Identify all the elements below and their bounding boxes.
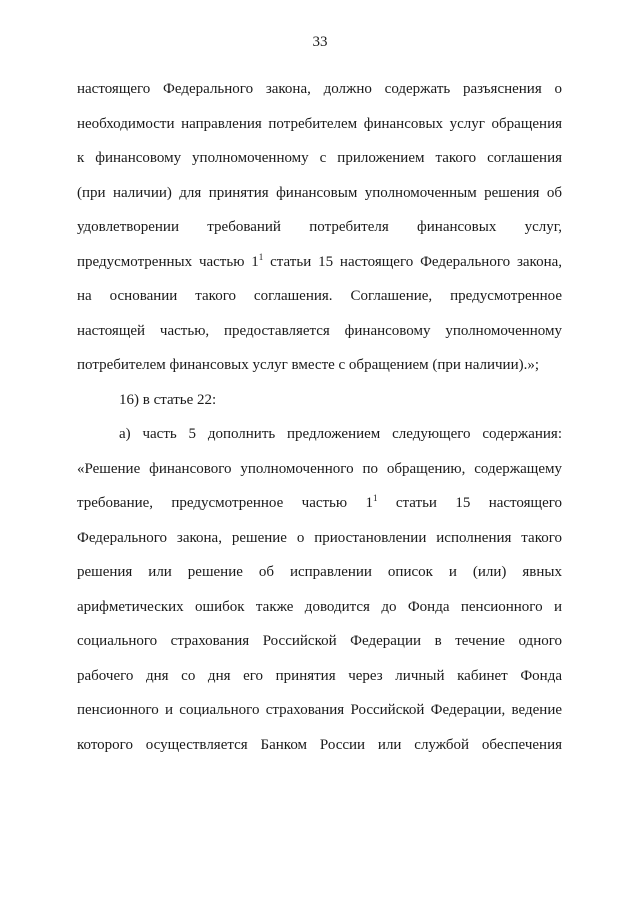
text-line: [77, 107, 562, 142]
text-run: а) часть 5 дополнить предложением следующего содержания:: [119, 426, 562, 442]
text-line: [77, 417, 562, 452]
text-run: арифметических ошибок также доводится до Фонда пенсионного и: [77, 598, 562, 615]
text-line: [77, 486, 562, 521]
text-line: [77, 348, 562, 383]
text-line: [77, 555, 562, 590]
text-line: [77, 141, 562, 176]
superscript-index: 1: [372, 493, 378, 503]
text-run: 16) в статье 22:: [119, 391, 217, 408]
text-line: [77, 693, 562, 728]
text-line: [77, 314, 562, 349]
text-run: требование, предусмотренное частью 1: [77, 495, 373, 511]
text-run: предусмотренных частью 1: [77, 253, 259, 270]
text-run: удовлетворении требований потребителя финансовых услуг,: [77, 219, 562, 235]
page-number: 33: [312, 34, 328, 50]
text-line: [77, 590, 562, 625]
text-line: [77, 383, 562, 418]
text-run: «Решение финансового уполномоченного по обращению, содержащему: [77, 460, 562, 477]
text-line: [77, 279, 562, 314]
document-body: [77, 72, 562, 762]
text-line: [77, 728, 562, 763]
text-line: [77, 176, 562, 211]
text-run: рабочего дня со дня его принятия через личный кабинет Фонда: [77, 667, 562, 684]
text-run: решения или решение об исправлении описок и (или) явных: [77, 564, 562, 580]
text-line: [77, 521, 562, 556]
text-run: которого осуществляется Банком России или службой обеспечения: [77, 736, 562, 753]
text-line: [77, 72, 562, 107]
text-run: на основании такого соглашения. Соглашение, предусмотренное: [77, 288, 562, 304]
text-run: Федерального закона, решение о приостановлении исполнения такого: [77, 529, 562, 546]
superscript-index: 1: [258, 251, 264, 262]
text-line: [77, 452, 562, 487]
text-run: статьи 15 настоящего: [377, 495, 562, 511]
text-run: потребителем финансовых услуг вместе с обращением (при наличии).»;: [77, 357, 540, 373]
text-line: [77, 624, 562, 659]
text-run: настоящей частью, предоставляется финансовому уполномоченному: [77, 322, 562, 339]
text-run: пенсионного и социального страхования Российской Федерации, ведение: [77, 702, 562, 718]
text-run: необходимости направления потребителем финансовых услуг обращения: [77, 115, 562, 132]
text-run: настоящего Федерального закона, должно содержать разъяснения о: [77, 81, 562, 97]
text-line: [77, 659, 562, 694]
text-run: статьи 15 настоящего Федерального закона,: [263, 253, 562, 270]
text-line: [77, 210, 562, 245]
text-line: [77, 245, 562, 280]
text-run: (при наличии) для принятия финансовым уполномоченным решения об: [77, 184, 562, 201]
text-run: к финансовому уполномоченному с приложением такого соглашения: [77, 150, 562, 166]
text-run: социального страхования Российской Федерации в течение одного: [77, 633, 562, 649]
